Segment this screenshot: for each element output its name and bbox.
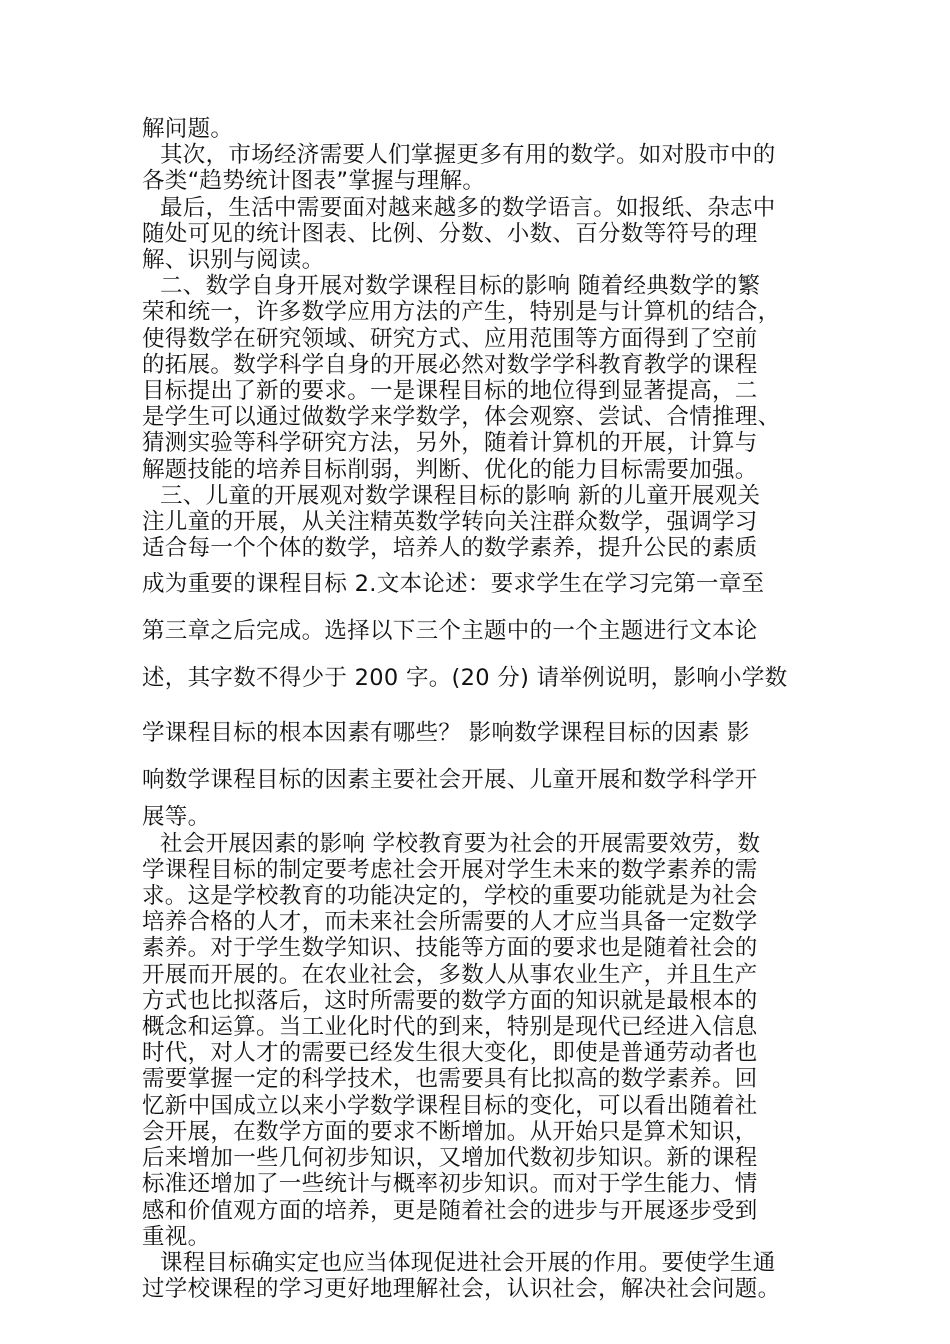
text-line: 各类“趋势统计图表”掌握与理解。 (142, 168, 486, 195)
text-line: 猜测实验等科学研究方法，另外，随着计算机的开展，计算与 (142, 430, 758, 457)
text-line: 是学生可以通过做数学来学数学，体会观察、尝试、合情推理、 (142, 404, 781, 431)
text-line: 目标提出了新的要求。一是课程目标的地位得到显著提高，二 (142, 378, 758, 405)
text-line: 三、儿童的开展观对数学课程目标的影响 新的儿童开展观关 (160, 482, 761, 509)
text-line: 培养合格的人才，而未来社会所需要的人才应当具备一定数学 (142, 909, 758, 936)
text-line: 解、识别与阅读。 (142, 247, 325, 274)
text-line: 的拓展。数学科学自身的开展必然对数学学科教育教学的课程 (142, 351, 758, 378)
text-line: 求。这是学校教育的功能决定的，学校的重要功能就是为社会 (142, 883, 758, 910)
text-line: 开展而开展的。在农业社会，多数人从事农业生产，并且生产 (142, 961, 758, 988)
text-line: 方式也比拟落后，这时所需要的数学方面的知识就是最根本的 (142, 987, 758, 1014)
text-line: 随处可见的统计图表、比例、分数、小数、百分数等符号的理 (142, 220, 758, 247)
text-line: 标准还增加了一些统计与概率初步知识。而对于学生能力、情 (142, 1171, 758, 1198)
text-line: 第三章之后完成。选择以下三个主题中的一个主题进行文本论 (142, 618, 758, 645)
text-line: 述，其字数不得少于 200 字。(20 分) 请举例说明，影响小学数 (142, 665, 788, 692)
text-line: 社会开展因素的影响 学校教育要为社会的开展需要效劳，数 (160, 830, 761, 857)
text-line: 成为重要的课程目标 2.文本论述：要求学生在学习完第一章至 (142, 571, 765, 598)
text-line: 其次，市场经济需要人们掌握更多有用的数学。如对股市中的 (160, 142, 776, 169)
text-line: 展等。 (142, 804, 211, 831)
text-line: 学课程目标的制定要考虑社会开展对学生未来的数学素养的需 (142, 856, 758, 883)
text-line: 感和价值观方面的培养，更是随着社会的进步与开展逐步受到 (142, 1197, 758, 1224)
text-line: 后来增加一些几何初步知识，又增加代数初步知识。新的课程 (142, 1145, 758, 1172)
text-line: 解问题。 (142, 116, 234, 142)
text-line: 忆新中国成立以来小学数学课程目标的变化，可以看出随着社 (142, 1092, 758, 1119)
text-line: 注儿童的开展，从关注精英数学转向关注群众数学，强调学习 (142, 509, 758, 536)
text-line: 时代，对人才的需要已经发生很大变化，即使是普通劳动者也 (142, 1040, 758, 1067)
text-line: 二、数学自身开展对数学课程目标的影响 随着经典数学的繁 (160, 273, 761, 300)
text-line: 需要掌握一定的科学技术，也需要具有比拟高的数学素养。回 (142, 1066, 758, 1093)
text-line: 响数学课程目标的因素主要社会开展、儿童开展和数学科学开 (142, 767, 758, 794)
text-line: 素养。对于学生数学知识、技能等方面的要求也是随着社会的 (142, 935, 758, 962)
text-line: 解题技能的培养目标削弱，判断、优化的能力目标需要加强。 (142, 456, 758, 483)
text-line: 会开展，在数学方面的要求不断增加。从开始只是算术知识， (142, 1118, 758, 1145)
text-line: 重视。 (142, 1223, 211, 1250)
text-line: 使得数学在研究领域、研究方式、应用范围等方面得到了空前 (142, 325, 758, 352)
text-line: 过学校课程的学习更好地理解社会，认识社会，解决社会问题。 (142, 1276, 781, 1303)
document-body (142, 116, 822, 1302)
text-line: 概念和运算。当工业化时代的到来，特别是现代已经进入信息 (142, 1014, 758, 1041)
text-line: 学课程目标的根本因素有哪些？ 影响数学课程目标的因素 影 (142, 720, 750, 747)
text-line: 课程目标确实定也应当体现促进社会开展的作用。要使学生通 (160, 1249, 776, 1276)
text-line: 适合每一个个体的数学，培养人的数学素养，提升公民的素质 (142, 535, 758, 562)
text-line: 最后，生活中需要面对越来越多的数学语言。如报纸、杂志中 (160, 194, 776, 221)
text-line: 荣和统一，许多数学应用方法的产生，特别是与计算机的结合， (142, 299, 781, 326)
